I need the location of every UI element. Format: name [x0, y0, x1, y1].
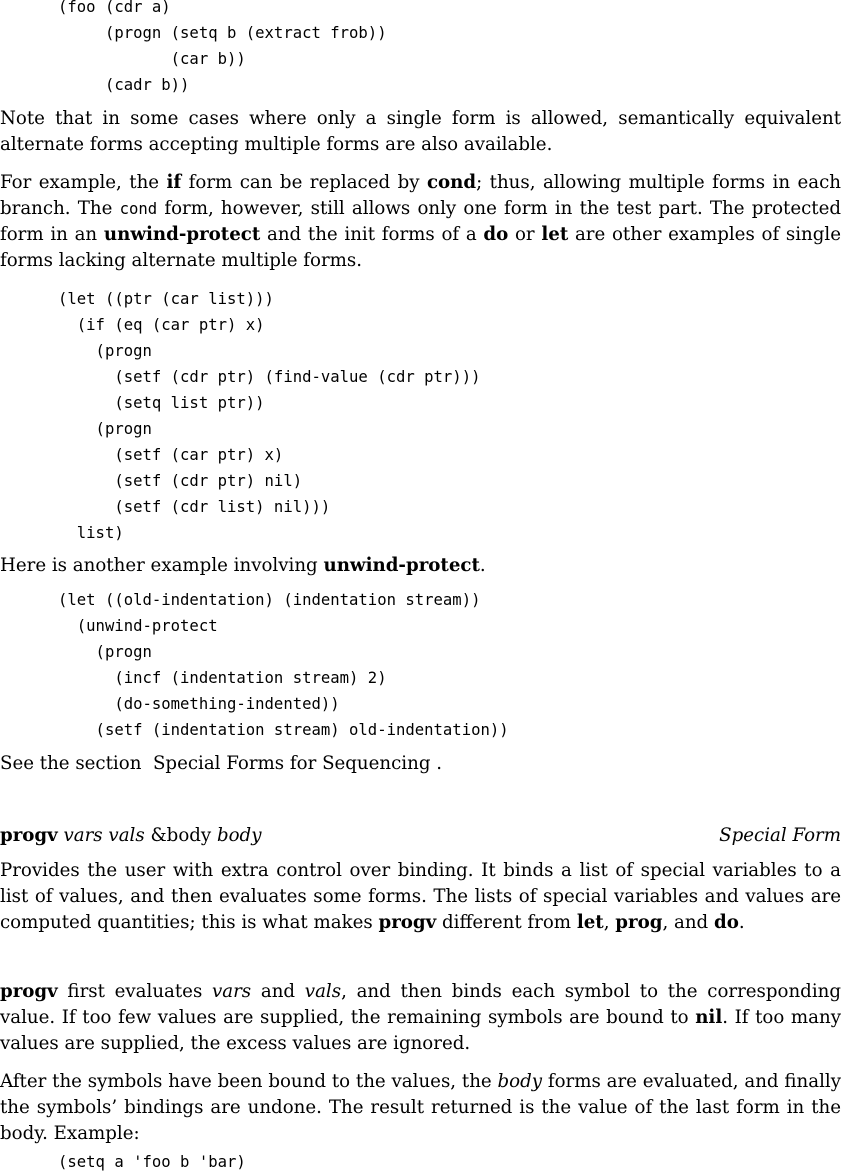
paragraph-text: After the symbols have been bound to the values, the [0, 1071, 498, 1092]
code-line: (setq list ptr)) [58, 394, 265, 412]
paragraph-another-example [0, 553, 841, 579]
paragraph-text: , and [662, 912, 714, 933]
code-line: (setf (car ptr) x) [58, 446, 284, 464]
paragraph-text: . If too many values are supplied, the excess values are ignored. [0, 1007, 842, 1054]
code-line: (do-something-indented)) [58, 695, 340, 713]
code-line: (let ((old-indentation) (indentation stream)) [58, 591, 481, 609]
arg-vars: vars [212, 981, 252, 1002]
keyword-progv: progv [0, 981, 58, 1002]
paragraph-text: are other examples of single forms lacking alternate multiple forms. [0, 224, 841, 271]
paragraph-text: Note that in some cases where only a single form is allowed, semantically equivalent alternate forms accepting multiple forms are also available. [0, 108, 841, 155]
keyword-unwind-protect: unwind-protect [103, 224, 261, 245]
progv-args: vars vals [57, 825, 151, 846]
paragraph-text: form, however, still allows only one form in the test part. The protected form in an [0, 198, 841, 245]
code-line: (progn [58, 643, 152, 661]
paragraph-see-section [0, 751, 841, 777]
code-line: (foo (cdr a) [58, 0, 171, 16]
paragraph-after-symbols [0, 1069, 841, 1147]
code-block-setq-example [58, 1149, 246, 1175]
paragraph-for-example [0, 170, 841, 274]
paragraph-progv-first [0, 979, 841, 1057]
paragraph-text: different from [436, 912, 577, 933]
keyword-if: if [166, 172, 182, 193]
paragraph-text: ; thus, allowing multiple forms in each branch. The [0, 172, 842, 219]
paragraph-text: . [479, 555, 486, 576]
progv-body-keyword: &body [150, 825, 217, 846]
code-line: (setf (indentation stream) old-indentation)) [58, 721, 509, 739]
paragraph-text: forms are evaluated, and finally the symbols’ bindings are undone. The result returned is the value of the last form in the body. Example: [0, 1071, 841, 1144]
keyword-do: do [483, 224, 509, 245]
paragraph-text: first evaluates [57, 981, 212, 1002]
code-line: (progn (setq b (extract frob)) [58, 24, 387, 42]
paragraph-note [0, 106, 841, 158]
code-cond: cond [119, 200, 158, 218]
code-line: (if (eq (car ptr) x) [58, 316, 265, 334]
code-line: (incf (indentation stream) 2) [58, 669, 387, 687]
progv-name: progv [0, 825, 58, 846]
paragraph-provides [0, 858, 841, 936]
code-line: (cadr b)) [58, 76, 190, 94]
keyword-let: let [541, 224, 569, 245]
code-block-foo [58, 0, 387, 98]
code-line: (progn [58, 420, 152, 438]
code-block-let-ptr [58, 286, 480, 546]
paragraph-text: . [738, 912, 745, 933]
progv-definition-header [0, 823, 841, 849]
paragraph-text: , and then binds each symbol to the corresponding value. If too few values are supplied, the remaining symbols are bound to [0, 981, 841, 1028]
paragraph-text: Provides the user with extra control over binding. It binds a list of special variables to a list of values, and then evaluates some forms. The lists of special variables and values are computed quantities; this is what makes [0, 860, 841, 933]
code-line: (car b)) [58, 50, 246, 68]
code-line: (setf (cdr list) nil))) [58, 498, 331, 516]
keyword-nil: nil [695, 1007, 723, 1028]
paragraph-text: Here is another example involving [0, 555, 324, 576]
keyword-cond: cond [426, 172, 477, 193]
paragraph-text: or [508, 224, 542, 245]
code-block-indentation [58, 587, 509, 743]
progv-body-arg: body [216, 825, 262, 846]
keyword-progv: progv [378, 912, 437, 933]
code-line: (let ((ptr (car list))) [58, 290, 274, 308]
code-line: list) [58, 524, 124, 542]
paragraph-text: form can be replaced by [181, 172, 427, 193]
code-line: (setq a 'foo b 'bar) [58, 1153, 246, 1171]
keyword-unwind-protect: unwind-protect [323, 555, 480, 576]
arg-vals: vals [304, 981, 342, 1002]
keyword-let: let [576, 912, 604, 933]
definition-category: Special Form [719, 825, 841, 846]
code-line: (setf (cdr ptr) (find-value (cdr ptr))) [58, 368, 481, 386]
paragraph-text: For example, the [0, 172, 167, 193]
code-line: (setf (cdr ptr) nil) [58, 472, 303, 490]
paragraph-text: and [251, 981, 305, 1002]
code-line: (unwind-protect [58, 617, 218, 635]
arg-body: body [497, 1071, 543, 1092]
paragraph-text: See the section Special Forms for Sequencing . [0, 753, 443, 774]
code-line: (progn [58, 342, 152, 360]
keyword-do: do [713, 912, 739, 933]
paragraph-text: , [603, 912, 616, 933]
paragraph-text: and the init forms of a [260, 224, 484, 245]
keyword-prog: prog [615, 912, 663, 933]
